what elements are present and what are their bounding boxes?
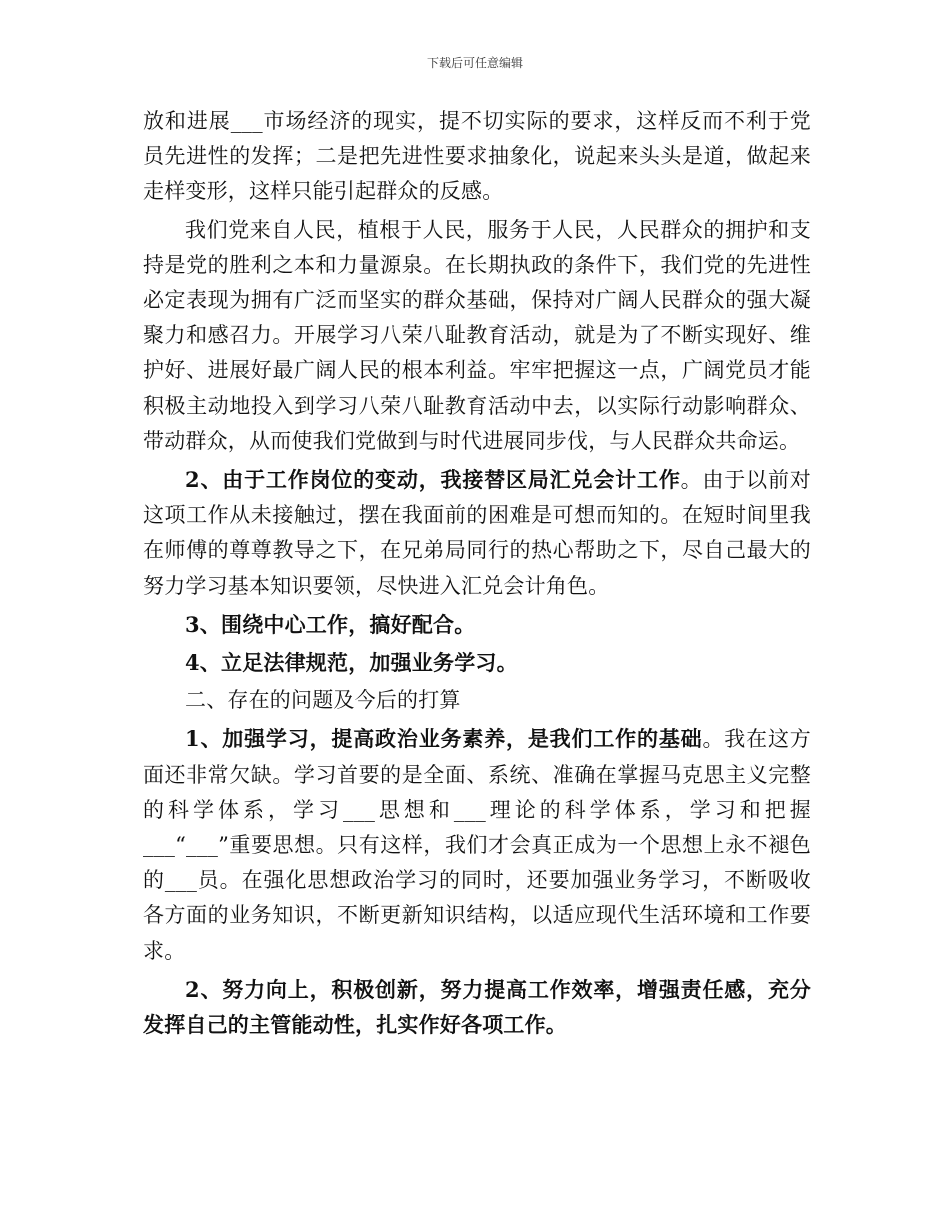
- page-header: 下载后可任意编辑: [426, 56, 523, 70]
- paragraph-plan-1: [143, 721, 811, 968]
- paragraph-plan-2: 2、努力向上，积极创新，努力提高工作效率，增强责任感，充分发挥自己的主管能动性，扎实作好各项工作。: [143, 976, 811, 1038]
- paragraph-continuation: 放和进展___市场经济的现实，提不切实际的要求，这样反而不利于党员先进性的发挥；二是把先进性要求抽象化，说起来头头是道，做起来走样变形，这样只能引起群众的反感。: [143, 109, 811, 204]
- document-body: [143, 104, 811, 1042]
- paragraph-item-3: 3、围绕中心工作，搞好配合。: [185, 611, 476, 637]
- paragraph-item-4: 4、立足法律规范，加强业务学习。: [185, 650, 518, 676]
- item-2-text: 。由于以前对这项工作从未接触过，摆在我面前的困难是可想而知的。在短时间里我在师傅的尊尊教导之下，在兄弟局同行的热心帮助之下，尽自己最大的努力学习基本知识要领，尽快进入汇兑会计角色。: [143, 468, 811, 598]
- section-heading-problems: 二、存在的问题及今后的打算: [185, 688, 461, 713]
- item-2-heading: 2、由于工作岗位的变动，我接替区局汇兑会计工作: [185, 467, 681, 493]
- plan-1-text: 。我在这方面还非常欠缺。学习首要的是全面、系统、准确在掌握马克思主义完整的科学体系，学习___思想和___理论的科学体系，学习和把握___“___”重要思想。只有这样，我们才会真正成为一个思想上永不褪色的___员。在强化思想政治学习的同时，还要加强业务学习，不断吸收各方面的业务知识，不断更新知识结构，以适应现代生活环境和工作要求。: [143, 727, 811, 963]
- plan-1-heading: 1、加强学习，提高政治业务素养，是我们工作的基础: [185, 726, 703, 752]
- paragraph-item-2: [143, 462, 811, 604]
- paragraph-party-masses: 我们党来自人民，植根于人民，服务于人民，人民群众的拥护和支持是党的胜利之本和力量源泉。在长期执政的条件下，我们党的先进性必定表现为拥有广泛而坚实的群众基础，保持对广阔人民群众的强大凝聚力和感召力。开展学习八荣八耻教育活动，就是为了不断实现好、维护好、进展好最广阔人民的根本利益。牢牢把握这一点，广阔党员才能积极主动地投入到学习八荣八耻教育活动中去，以实际行动影响群众、带动群众，从而使我们党做到与时代进展同步伐，与人民群众共命运。: [143, 217, 811, 453]
